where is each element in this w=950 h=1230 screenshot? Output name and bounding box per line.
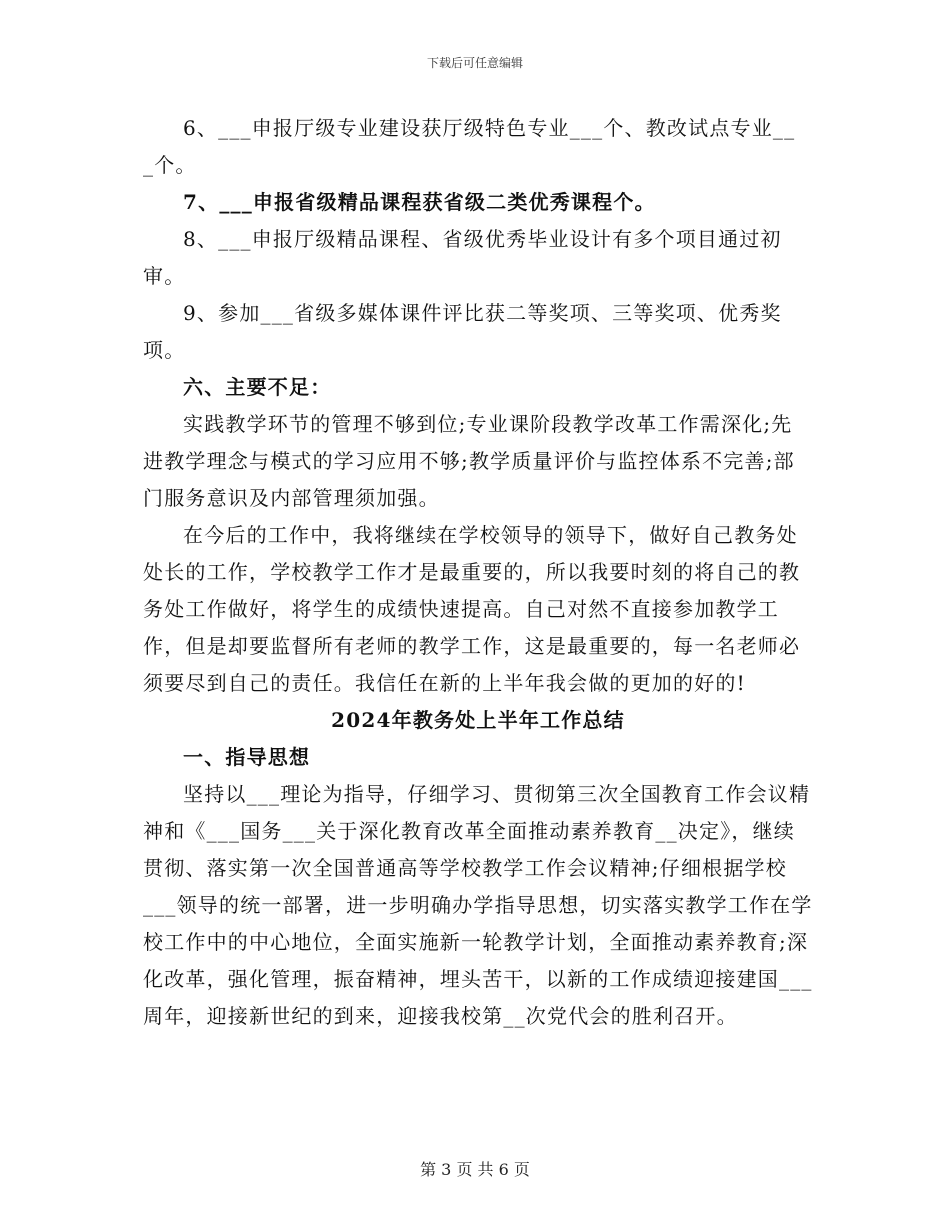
paragraph-shortcomings: 实践教学环节的管理不够到位;专业课阶段教学改革工作需深化;先进教学理念与模式的学习应用不够;教学质量评价与监控体系不完善;部门服务意识及内部管理须加强。 bbox=[143, 412, 795, 510]
section-heading-shortcomings: 六、主要不足： bbox=[183, 375, 332, 399]
paragraph-item-8: 8、___申报厅级精品课程、省级优秀毕业设计有多个项目通过初审。 bbox=[143, 227, 782, 288]
document-body bbox=[143, 110, 813, 1035]
paragraph-item-6: 6、___申报厅级专业建设获厅级特色专业___个、教改试点专业__ _个。 bbox=[143, 116, 796, 177]
paragraph-item-7: 7、___申报省级精品课程获省级二类优秀课程个。 bbox=[183, 190, 656, 214]
paragraph-item-9: 9、参加___省级多媒体课件评比获二等奖项、三等奖项、优秀奖项。 bbox=[143, 301, 782, 362]
paragraph-future-work: 在今后的工作中，我将继续在学校领导的领导下，做好自己教务处处长的工作，学校教学工作才是最重要的，所以我要时刻的将自己的教务处工作做好，将学生的成绩快速提高。自己对然不直接参加教学工作，但是却要监督所有老师的教学工作，这是最重要的，每一名老师必须要尽到自己的责任。我信任在新的上半年我会做的更加的好的! bbox=[143, 523, 801, 695]
page-number: 第 3 页 共 6 页 bbox=[420, 1160, 530, 1179]
section-heading-guiding-thought: 一、指导思想 bbox=[183, 745, 311, 769]
paragraph-guiding-thought: 坚持以___理论为指导，仔细学习、贯彻第三次全国教育工作会议精神和《___国务___关于深化教育改革全面推动素养教育__决定》，继续贯彻、落实第一次全国普通高等学校教学工作会议精神;仔细根据学校___领导的统一部署，进一步明确办学指导思想，切实落实教学工作在学校工作中的中心地位，全面实施新一轮教学计划，全面推动素养教育;深化改革，强化管理，振奋精神，埋头苦干，以新的工作成绩迎接建国___周年，迎接新世纪的到来，迎接我校第__次党代会的胜利召开。 bbox=[143, 782, 813, 1028]
document-title: 2024年教务处上半年工作总结 bbox=[331, 708, 625, 732]
header-note: 下载后可任意编辑 bbox=[426, 56, 523, 70]
